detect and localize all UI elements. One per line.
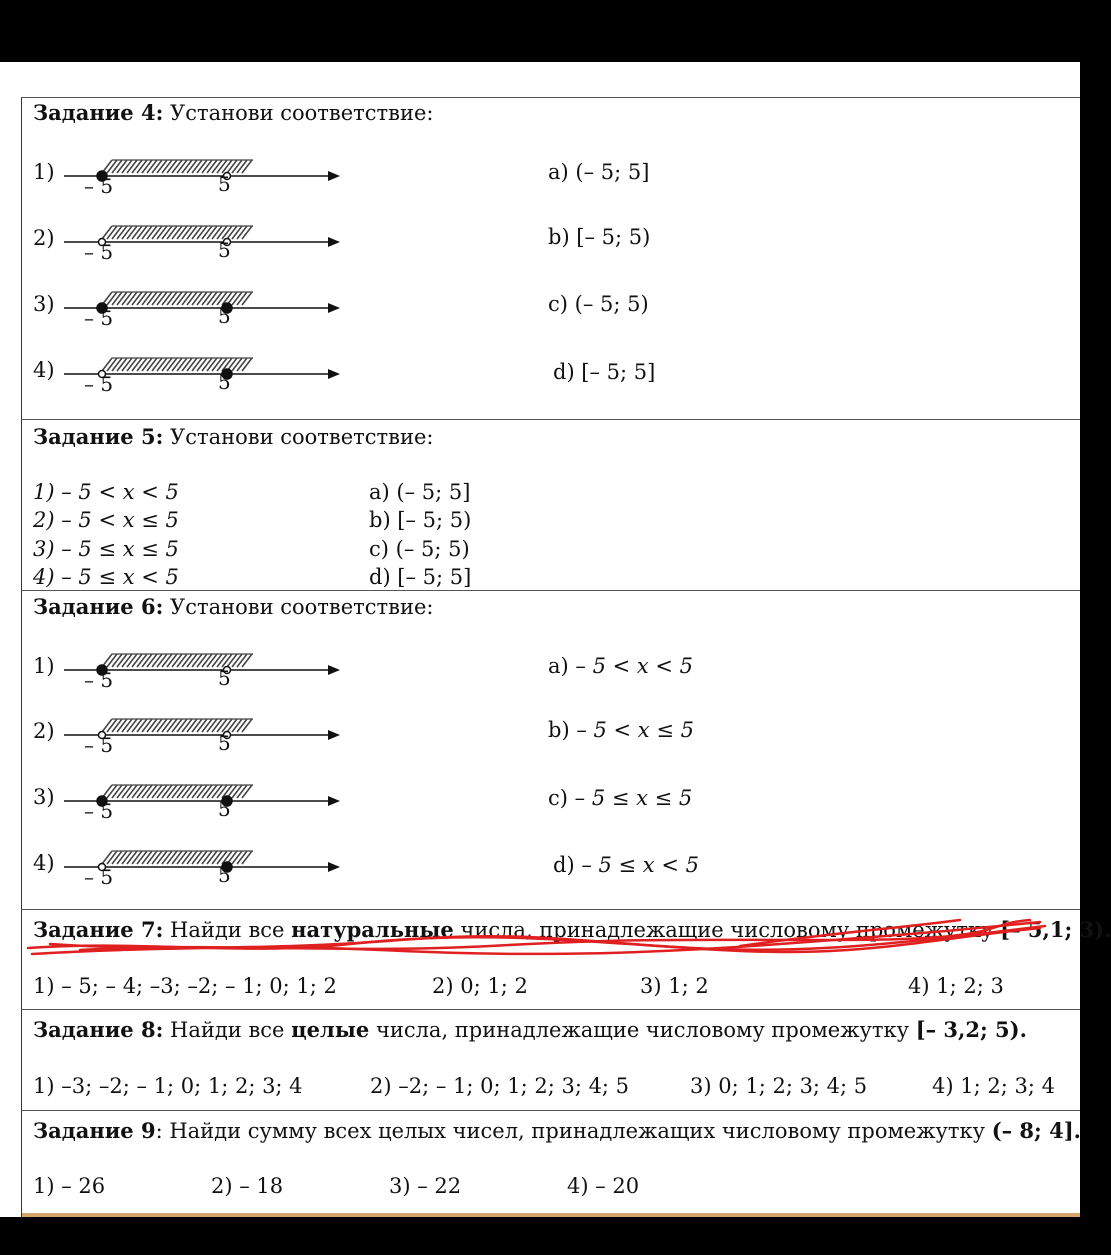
task6-option-b-letter: b) (548, 718, 570, 742)
task6-option-c-expr: – 5 ≤ x ≤ 5 (574, 786, 693, 810)
task5-item-2: 2) – 5 < x ≤ 5 (33, 508, 179, 532)
divider (21, 97, 1080, 98)
task7-emphasis: натуральные (291, 917, 454, 942)
task5-option-b: b) [– 5; 5) (369, 508, 472, 532)
divider (21, 1110, 1080, 1111)
task4-line-3-number: 3) (33, 292, 55, 316)
task4-title: Задание 4: (33, 100, 164, 125)
task4-option-a: a) (– 5; 5] (548, 160, 650, 184)
task4-line-2-left-label: – 5 (84, 240, 114, 264)
axis-arrow (328, 303, 340, 313)
task9-answer-4: 4) – 20 (567, 1174, 640, 1198)
task4-option-b: b) [– 5; 5) (548, 225, 651, 249)
task5-option-a: a) (– 5; 5] (369, 480, 471, 504)
task9-answer-3: 3) – 22 (389, 1174, 462, 1198)
task7-answer-4: 4) 1; 2; 3 (908, 974, 1004, 998)
axis-arrow (328, 237, 340, 247)
task6-line-4-right-label: 5 (218, 863, 231, 887)
axis-arrow (328, 730, 340, 740)
task6-option-a-expr: – 5 < x < 5 (575, 654, 694, 678)
task6-option-c (548, 786, 692, 810)
task6-option-b-expr: – 5 < x ≤ 5 (576, 718, 694, 742)
task6-option-a (548, 654, 693, 678)
task7-answer-2: 2) 0; 1; 2 (432, 974, 528, 998)
task6-option-d (553, 853, 699, 877)
task7-title: Задание 7: (33, 917, 164, 942)
axis-arrow (328, 862, 340, 872)
axis-arrow (328, 171, 340, 181)
task4-line-3-left-label: – 5 (84, 306, 114, 330)
task5-item-1: 1) – 5 < x < 5 (33, 480, 179, 504)
task5-instruction: Установи соответствие: (170, 425, 434, 449)
axis-arrow (328, 369, 340, 379)
task6-line-3-right-label: 5 (218, 797, 231, 821)
task7-text-before: Найди все (170, 918, 285, 942)
task8-answer-1: 1) –3; –2; – 1; 0; 1; 2; 3; 4 (33, 1074, 303, 1098)
task5-title: Задание 5: (33, 424, 164, 449)
task6-line-4-left-label: – 5 (84, 865, 114, 889)
task5-heading (33, 424, 433, 449)
task4-line-2-number: 2) (33, 226, 55, 250)
task9-title: Задание 9 (33, 1118, 156, 1143)
task4-option-d: d) [– 5; 5] (553, 360, 656, 384)
red-scribble (20, 920, 1080, 960)
task6-line-2-number: 2) (33, 719, 55, 743)
task6-line-1-number: 1) (33, 654, 55, 678)
task7-answer-3: 3) 1; 2 (640, 974, 709, 998)
task5-option-d: d) [– 5; 5] (369, 565, 472, 589)
task6-option-b (548, 718, 694, 742)
task7-interval: [– 5,1; 3). (1000, 917, 1111, 942)
task6-heading (33, 594, 433, 619)
task8-heading (33, 1017, 1027, 1042)
task6-option-d-letter: d) (553, 853, 575, 877)
task6-instruction: Установи соответствие: (170, 595, 434, 619)
left-border (21, 97, 22, 1217)
task6-line-4-number: 4) (33, 851, 55, 875)
axis-arrow (328, 665, 340, 675)
axis-arrow (328, 796, 340, 806)
task8-emphasis: целые (291, 1017, 370, 1042)
task6-line-3-left-label: – 5 (84, 799, 114, 823)
task6-line-2-right-label: 5 (218, 731, 231, 755)
task4-instruction: Установи соответствие: (170, 101, 434, 125)
bottom-accent-bar (22, 1213, 1080, 1217)
task4-option-c: c) (– 5; 5) (548, 292, 649, 316)
task4-line-1-right-label: 5 (218, 172, 231, 196)
task9-answer-1: 1) – 26 (33, 1174, 106, 1198)
divider (21, 590, 1080, 591)
task9-text: : Найди сумму всех целых чисел, принадлежащих числовому промежутку (155, 1119, 985, 1143)
task9-heading (33, 1118, 1081, 1143)
task4-line-4-number: 4) (33, 358, 55, 382)
task4-heading (33, 100, 433, 125)
divider (21, 419, 1080, 420)
task7-text-after: числа, принадлежащие числовому промежутку (460, 918, 994, 942)
task5-item-4: 4) – 5 ≤ x < 5 (33, 565, 179, 589)
task4-line-4-left-label: – 5 (84, 372, 114, 396)
task6-option-d-expr: – 5 ≤ x < 5 (581, 853, 699, 877)
task8-answer-3: 3) 0; 1; 2; 3; 4; 5 (690, 1074, 868, 1098)
task4-line-3-right-label: 5 (218, 304, 231, 328)
task4-line-2-right-label: 5 (218, 238, 231, 262)
divider (21, 909, 1080, 910)
task6-option-c-letter: c) (548, 786, 568, 810)
task4-line-1-number: 1) (33, 160, 55, 184)
task6-option-a-letter: a) (548, 654, 569, 678)
task9-interval: (– 8; 4]. (991, 1118, 1081, 1143)
task5-option-c: c) (– 5; 5) (369, 537, 470, 561)
task6-line-1-left-label: – 5 (84, 668, 114, 692)
task6-line-1-right-label: 5 (218, 666, 231, 690)
task8-title: Задание 8: (33, 1017, 164, 1042)
task6-title: Задание 6: (33, 594, 164, 619)
task6-line-3-number: 3) (33, 785, 55, 809)
task5-item-3: 3) – 5 ≤ x ≤ 5 (33, 537, 179, 561)
task6-line-2-left-label: – 5 (84, 733, 114, 757)
worksheet-page (0, 62, 1111, 1217)
task8-text-before: Найди все (170, 1018, 285, 1042)
task8-interval: [– 3,2; 5). (915, 1017, 1027, 1042)
task8-text-after: числа, принадлежащие числовому промежутку (375, 1018, 909, 1042)
task8-answer-4: 4) 1; 2; 3; 4 (932, 1074, 1055, 1098)
task7-answer-1: 1) – 5; – 4; –3; –2; – 1; 0; 1; 2 (33, 974, 337, 998)
task4-line-4-right-label: 5 (218, 370, 231, 394)
task4-line-1-left-label: – 5 (84, 174, 114, 198)
task8-answer-2: 2) –2; – 1; 0; 1; 2; 3; 4; 5 (370, 1074, 630, 1098)
divider (21, 1009, 1080, 1010)
task9-answer-2: 2) – 18 (211, 1174, 284, 1198)
